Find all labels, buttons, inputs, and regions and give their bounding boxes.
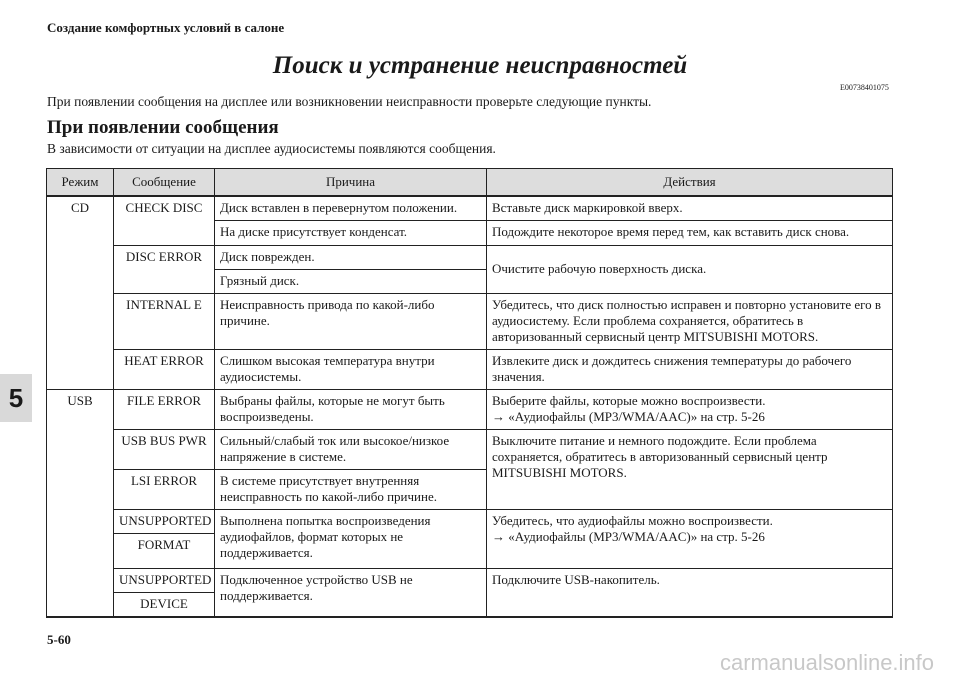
table-row <box>47 350 893 390</box>
chapter-header: Создание комфортных условий в салоне <box>47 20 285 35</box>
error-messages-table <box>46 168 893 618</box>
table-row <box>47 569 893 593</box>
mode-usb: USB <box>47 390 114 618</box>
document-code: E00738401075 <box>840 83 889 92</box>
cause-cell: Слишком высокая температура внутри аудиосистемы. <box>215 350 487 390</box>
cause-cell: Диск вставлен в перевернутом положении. <box>215 196 487 221</box>
table-header-row <box>47 169 893 196</box>
message-cell: CHECK DISC <box>114 196 215 246</box>
table-row <box>47 246 893 270</box>
header-mode: Режим <box>47 169 114 196</box>
message-cell: DISC ERROR <box>114 246 215 294</box>
page-title: Поиск и устранение неисправностей <box>272 52 688 79</box>
chapter-tab-number: 5 <box>8 382 24 413</box>
mode-cd: CD <box>47 196 114 390</box>
cause-cell: В системе присутствует внутренняя неисправность по какой-либо причине. <box>215 470 487 510</box>
message-cell: FILE ERROR <box>114 390 215 430</box>
cross-reference: → «Аудиофайлы (MP3/WMA/AAC)» на стр. 5-26 <box>492 409 765 424</box>
section-intro-text: В зависимости от ситуации на дисплее аудиосистемы появляются сообщения. <box>47 141 496 156</box>
header-cause: Причина <box>215 169 487 196</box>
table-row <box>47 390 893 430</box>
message-cell: HEAT ERROR <box>114 350 215 390</box>
action-cell: Подождите некоторое время перед тем, как вставить диск снова. <box>487 221 893 246</box>
message-cell: FORMAT <box>114 534 215 569</box>
message-cell: LSI ERROR <box>114 470 215 510</box>
cause-cell: Подключенное устройство USB не поддерживается. <box>215 569 487 618</box>
table-row <box>47 294 893 350</box>
intro-text: При появлении сообщения на дисплее или возникновении неисправности проверьте следующие пункты. <box>47 94 652 109</box>
action-cell <box>487 390 893 430</box>
watermark: carmanualsonline.info <box>720 650 935 675</box>
cause-cell: Грязный диск. <box>215 270 487 294</box>
table-row <box>47 430 893 470</box>
table-row <box>47 510 893 534</box>
cross-reference: → «Аудиофайлы (MP3/WMA/AAC)» на стр. 5-26 <box>492 529 765 544</box>
action-cell: Выключите питание и немного подождите. Если проблема сохраняется, обратитесь в авторизованный сервисный центр MITSUBISHI MOTORS. <box>487 430 893 510</box>
action-cell: Вставьте диск маркировкой вверх. <box>487 196 893 221</box>
cause-cell: Неисправность привода по какой-либо причине. <box>215 294 487 350</box>
message-cell: DEVICE <box>114 593 215 618</box>
message-cell: UNSUPPORTED <box>114 569 215 593</box>
action-cell: Убедитесь, что диск полностью исправен и повторно установите его в аудиосистему. Если проблема сохраняется, обратитесь в авторизованный сервисный центр MITSUBISHI MOTORS. <box>487 294 893 350</box>
action-cell: Очистите рабочую поверхность диска. <box>487 246 893 294</box>
action-line: Выберите файлы, которые можно воспроизвести. <box>492 393 766 408</box>
page-number: 5-60 <box>47 632 71 647</box>
header-action: Действия <box>487 169 893 196</box>
header-message: Сообщение <box>114 169 215 196</box>
action-cell <box>487 510 893 569</box>
action-cell: Извлеките диск и дождитесь снижения температуры до рабочего значения. <box>487 350 893 390</box>
table-row <box>47 196 893 221</box>
cause-cell: Диск поврежден. <box>215 246 487 270</box>
cause-cell: Сильный/слабый ток или высокое/низкое напряжение в системе. <box>215 430 487 470</box>
cause-cell: Выполнена попытка воспроизведения аудиофайлов, формат которых не поддерживается. <box>215 510 487 569</box>
message-cell: USB BUS PWR <box>114 430 215 470</box>
action-line: Убедитесь, что аудиофайлы можно воспроизвести. <box>492 513 773 528</box>
action-cell: Подключите USB-накопитель. <box>487 569 893 618</box>
message-cell: INTERNAL E <box>114 294 215 350</box>
cause-cell: Выбраны файлы, которые не могут быть воспроизведены. <box>215 390 487 430</box>
section-title: При появлении сообщения <box>47 117 279 138</box>
cause-cell: На диске присутствует конденсат. <box>215 221 487 246</box>
message-cell: UNSUPPORTED <box>114 510 215 534</box>
chapter-tab <box>0 374 32 422</box>
